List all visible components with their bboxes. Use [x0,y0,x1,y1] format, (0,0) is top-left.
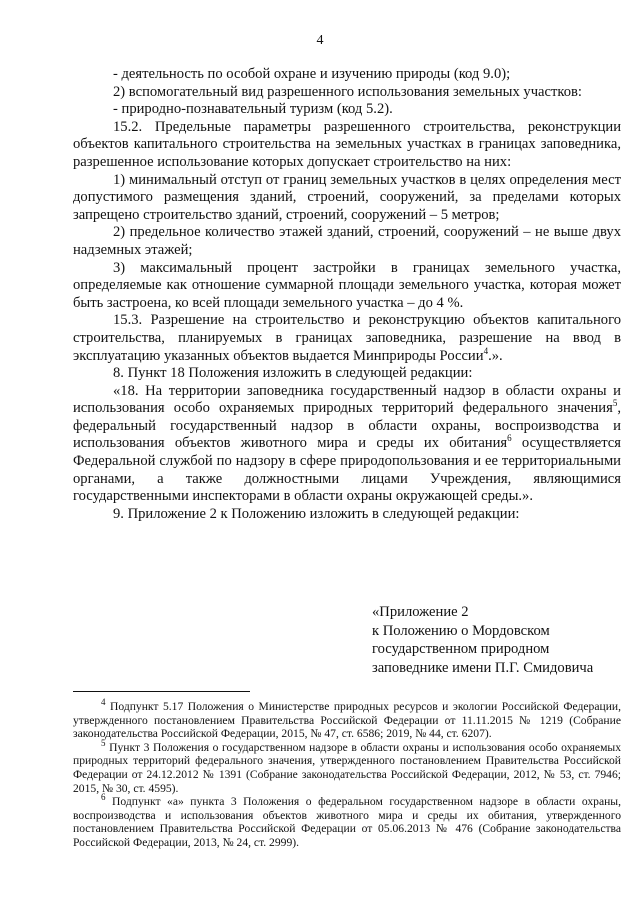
footnotes [73,697,621,850]
paragraph-7: 3) максимальный процент застройки в границах земельного участка, определяемые как отношение суммарной площади земельного участка, которая может быть застроена, ко всей площади земельного участка – до 4 %. [73,259,621,311]
footnote-4-text: Подпункт 5.17 Положения о Министерстве природных ресурсов и экологии Российской Федерации, утвержденного постановлением Правительства Российской Федерации от 11.11.2015 № 1219 (Собрание законодательства Российской Федерации, 2015, № 47, ст. 6586; 2019, № 44, ст. 6207). [73,700,621,741]
paragraph-2: 2) вспомогательный вид разрешенного использования земельных участков: [113,83,582,100]
paragraph-10-part2: федеральный государственный надзор в области охраны, воспроизводства и использования объектов животного мира и среды их обитания [73,417,621,452]
footnote-5 [73,737,621,795]
footnote-mark-5: 5 [101,737,106,748]
paragraph-4: 15.2. Предельные параметры разрешенного строительства, реконструкции объектов капитального строительства на земельных участках в границах заповедника, разрешенное использование которых допускает строительство на них: [73,118,621,170]
paragraph-10-part3: осуществляется Федеральной службой по надзору в сфере природопользования и ее территориальными органами, а также должностными лицами Учреждения, являющимися государственными инспекторами в области охраны окружающей среды.». [73,435,621,505]
footnote-6 [73,792,621,849]
annex-line-2: к Положению о Мордовском [372,622,550,639]
paragraph-3: - природно-познавательный туризм (код 5.2). [113,101,393,118]
footnote-mark-4: 4 [101,697,106,708]
paragraph-1: - деятельность по особой охране и изучению природы (код 9.0); [113,66,511,82]
document-body [73,66,621,523]
footnote-4 [73,697,621,741]
annex-line-3: государственном природном [372,641,550,658]
annex-heading [372,603,632,677]
footnote-5-text: Пункт 3 Положения о государственном надзоре в области охраны и использования особо охраняемых природных территорий федерального значения, утвержденного постановлением Правительства Российской Федерации от 24.12.2012 № 1391 (Собрание законодательства Российской Федерации, 2012, № 53, ст. 7946; 2015, № 30, ст. 4595). [73,740,621,795]
paragraph-9: 8. Пункт 18 Положения изложить в следующей редакции: [113,365,473,382]
annex-line-1: «Приложение 2 [372,604,469,620]
paragraph-10-part1: «18. На территории заповедника государственный надзор в области охраны и использования особо охраняемых природных территорий федерального значения [73,382,621,417]
footnote-mark-6: 6 [101,792,106,803]
paragraph-8-text: 15.3. Разрешение на строительство и реконструкцию объектов капитального строительства, планируемых в границах заповедника, разрешение на ввод в эксплуатацию указанных объектов выдается Минприроды России [73,312,621,364]
footnote-ref-4: 4 [483,345,489,356]
paragraph-10-comma: , [617,400,621,417]
paragraph-6: 2) предельное количество этажей зданий, строений, сооружений – не выше двух надземных этажей; [73,224,621,258]
footnote-ref-6: 6 [507,433,512,444]
footnote-6-text: Подпункт «а» пункта 3 Положения о федеральном государственном надзоре в области охраны, воспроизводства и использования объектов животного мира и среды их обитания, утвержденного постановлением Правительства Российской Федерации от 05.06.2013 № 476 (Собрание законодательства Российской Федерации, 2013, № 24, ст. 2999). [73,795,621,849]
paragraph-8-tail: .». [488,347,503,364]
paragraph-5: 1) минимальный отступ от границ земельных участков в целях определения мест допустимого размещения зданий, строений, сооружений, за пределами которых запрещено строительство зданий, строений, сооружений – 5 метров; [73,171,621,223]
page-number: 4 [316,33,324,48]
footnote-ref-5: 5 [612,398,618,409]
paragraph-8 [73,312,621,365]
footnote-separator [73,691,250,692]
paragraph-10 [73,383,621,506]
annex-line-4: заповеднике имени П.Г. Смидовича [372,659,594,676]
paragraph-11: 9. Приложение 2 к Положению изложить в следующей редакции: [113,505,520,522]
